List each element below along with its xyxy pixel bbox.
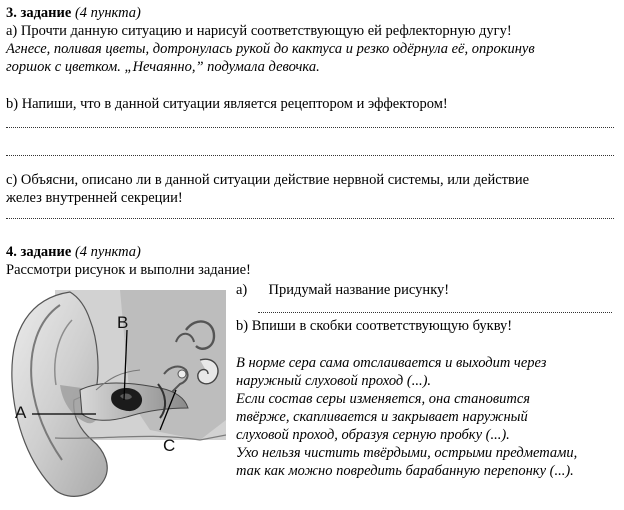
task3-number: 3. задание [6,5,72,21]
answer-line[interactable] [6,218,614,219]
task4-heading [6,244,141,261]
task4-a-text: Придумай название рисунку! [268,282,450,298]
task4-a-marker: a) [236,282,248,298]
task4-paragraph-line4: твёрже, скапливается и закрывает наружный [236,409,528,425]
ear-figure [0,290,226,500]
task4-paragraph-line3: Если состав серы изменяется, она становится [236,391,531,407]
task3-story-line2: горшок с цветком. „Нечаянно,” подумала девочка. [6,59,320,75]
answer-line[interactable] [258,312,612,313]
task4-question-a [236,282,449,299]
figure-label-a: A [15,403,27,422]
figure-label-c: C [163,436,176,455]
task4-intro: Рассмотри рисунок и выполни задание! [6,262,251,278]
ear-illustration [0,290,226,500]
answer-line[interactable] [6,127,614,128]
task4-paragraph-line5: слуховой проход, образуя серную пробку (...). [236,427,510,443]
answer-line[interactable] [6,155,614,156]
task4-paragraph-line2: наружный слуховой проход (...). [236,373,432,389]
task3-question-c-line2: желез внутренней секреции! [6,190,183,206]
task3-story-line1: Агнесе, поливая цветы, дотронулась рукой до кактуса и резко одёрнула её, опрокинув [6,41,535,57]
task3-question-a: a) Прочти данную ситуацию и нарисуй соответствующую ей рефлекторную дугу! [6,23,512,39]
task3-heading [6,5,141,22]
task3-question-c-line1: c) Объясни, описано ли в данной ситуации действие нервной системы, или действие [6,172,530,188]
task4-question-b: b) Впиши в скобки соответствующую букву! [236,318,513,334]
task3-question-b: b) Напиши, что в данной ситуации является рецептором и эффектором! [6,96,448,112]
task4-paragraph-line1: В норме сера сама отслаивается и выходит через [236,355,547,371]
task4-points: (4 пункта) [74,244,141,260]
figure-label-b: B [117,313,129,332]
task4-number: 4. задание [6,244,72,260]
task4-paragraph-line6: Ухо нельзя чистить твёрдыми, острыми предметами, [236,445,578,461]
task4-paragraph-line7: так как можно повредить барабанную перепонку (...). [236,463,574,479]
task3-points: (4 пункта) [74,5,141,21]
